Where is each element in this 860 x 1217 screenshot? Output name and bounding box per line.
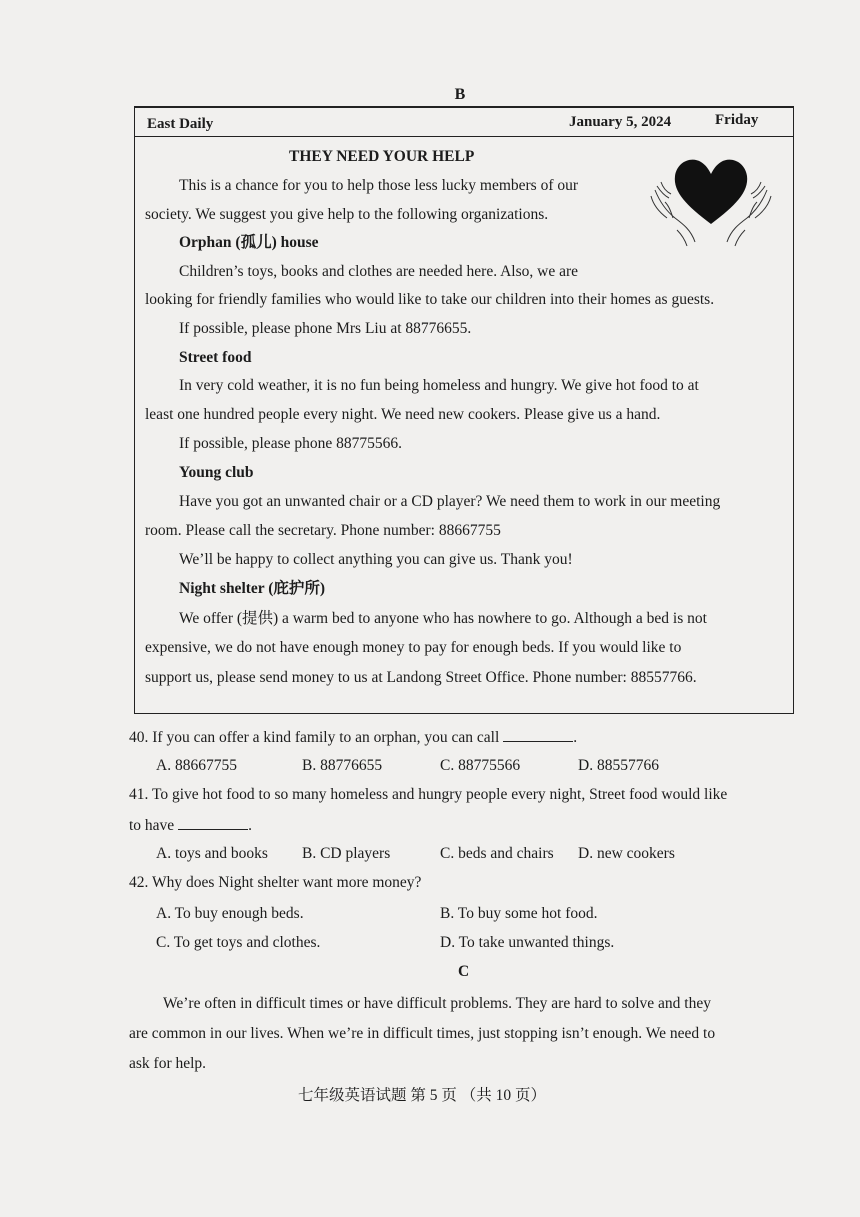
young-club-title: Young club bbox=[179, 464, 254, 481]
section-c-line-1: We’re often in difficult times or have difficult problems. They are hard to solve and they bbox=[163, 995, 711, 1012]
q41-option-b: B. CD players bbox=[302, 845, 391, 862]
q40-option-d: D. 88557766 bbox=[578, 757, 659, 774]
night-shelter-title: Night shelter (庇护所) bbox=[179, 580, 326, 597]
q40-option-c: C. 88775566 bbox=[440, 757, 521, 774]
orphan-line-2: looking for friendly families who would like to take our children into their homes as guests. bbox=[145, 291, 715, 308]
street-line-3: If possible, please phone 88775566. bbox=[179, 435, 402, 452]
orphan-house-title: Orphan (孤儿) house bbox=[179, 234, 319, 251]
q40-option-b: B. 88776655 bbox=[302, 757, 383, 774]
q41-option-a: A. toys and books bbox=[156, 845, 268, 862]
newspaper-masthead bbox=[135, 114, 793, 137]
shelter-line-3: support us, please send money to us at Landong Street Office. Phone number: 88557766. bbox=[145, 669, 697, 686]
young-line-1: Have you got an unwanted chair or a CD player? We need them to work in our meeting bbox=[179, 493, 721, 510]
q40-option-a: A. 88667755 bbox=[156, 757, 237, 774]
section-c-line-2: are common in our lives. When we’re in difficult times, just stopping isn’t enough. We need to bbox=[129, 1025, 716, 1042]
question-40: 40. If you can offer a kind family to an orphan, you can call . bbox=[129, 729, 578, 746]
shelter-line-2: expensive, we do not have enough money to pay for enough beds. If you would like to bbox=[145, 639, 682, 656]
orphan-line-3: If possible, please phone Mrs Liu at 88776655. bbox=[179, 320, 472, 337]
street-food-title: Street food bbox=[179, 349, 252, 366]
q42-option-c: C. To get toys and clothes. bbox=[156, 934, 321, 951]
q42-option-b: B. To buy some hot food. bbox=[440, 905, 598, 922]
question-41-stem: 41. To give hot food to so many homeless and hungry people every night, Street food would like bbox=[129, 786, 728, 803]
shelter-line-1: We offer (提供) a warm bed to anyone who has nowhere to go. Although a bed is not bbox=[179, 610, 707, 627]
question-40-stem: 40. If you can offer a kind family to an orphan, you can call bbox=[129, 729, 500, 746]
intro-line-2: society. We suggest you give help to the following organizations. bbox=[145, 206, 549, 223]
q41-option-c: C. beds and chairs bbox=[440, 845, 554, 862]
newspaper-box bbox=[134, 106, 794, 714]
street-line-1: In very cold weather, it is no fun being homeless and hungry. We give hot food to at bbox=[179, 377, 699, 394]
question-42-stem: 42. Why does Night shelter want more money? bbox=[129, 874, 422, 891]
orphan-line-1: Children’s toys, books and clothes are needed here. Also, we are bbox=[179, 263, 579, 280]
page-footer: 七年级英语试题 第 5 页 （共 10 页） bbox=[298, 1087, 547, 1104]
section-b-heading: B bbox=[454, 86, 466, 103]
newspaper-day: Friday bbox=[715, 112, 759, 128]
headline: THEY NEED YOUR HELP bbox=[289, 148, 475, 165]
q42-option-d: D. To take unwanted things. bbox=[440, 934, 615, 951]
q41-option-d: D. new cookers bbox=[578, 845, 675, 862]
q42-option-a: A. To buy enough beds. bbox=[156, 905, 304, 922]
young-line-2: room. Please call the secretary. Phone number: 88667755 bbox=[145, 522, 501, 539]
answer-blank bbox=[503, 727, 573, 742]
section-c-heading: C bbox=[458, 963, 470, 980]
intro-line-1: This is a chance for you to help those less lucky members of our bbox=[179, 177, 579, 194]
section-c-line-3: ask for help. bbox=[129, 1055, 207, 1072]
young-line-3: We’ll be happy to collect anything you can give us. Thank you! bbox=[179, 551, 573, 568]
heart-hands-illustration bbox=[647, 146, 775, 256]
newspaper-date: January 5, 2024 bbox=[569, 114, 672, 130]
question-41-stem-cont: to have . bbox=[129, 817, 252, 834]
answer-blank bbox=[178, 815, 248, 830]
newspaper-name: East Daily bbox=[147, 116, 214, 132]
street-line-2: least one hundred people every night. We need new cookers. Please give us a hand. bbox=[145, 406, 661, 423]
